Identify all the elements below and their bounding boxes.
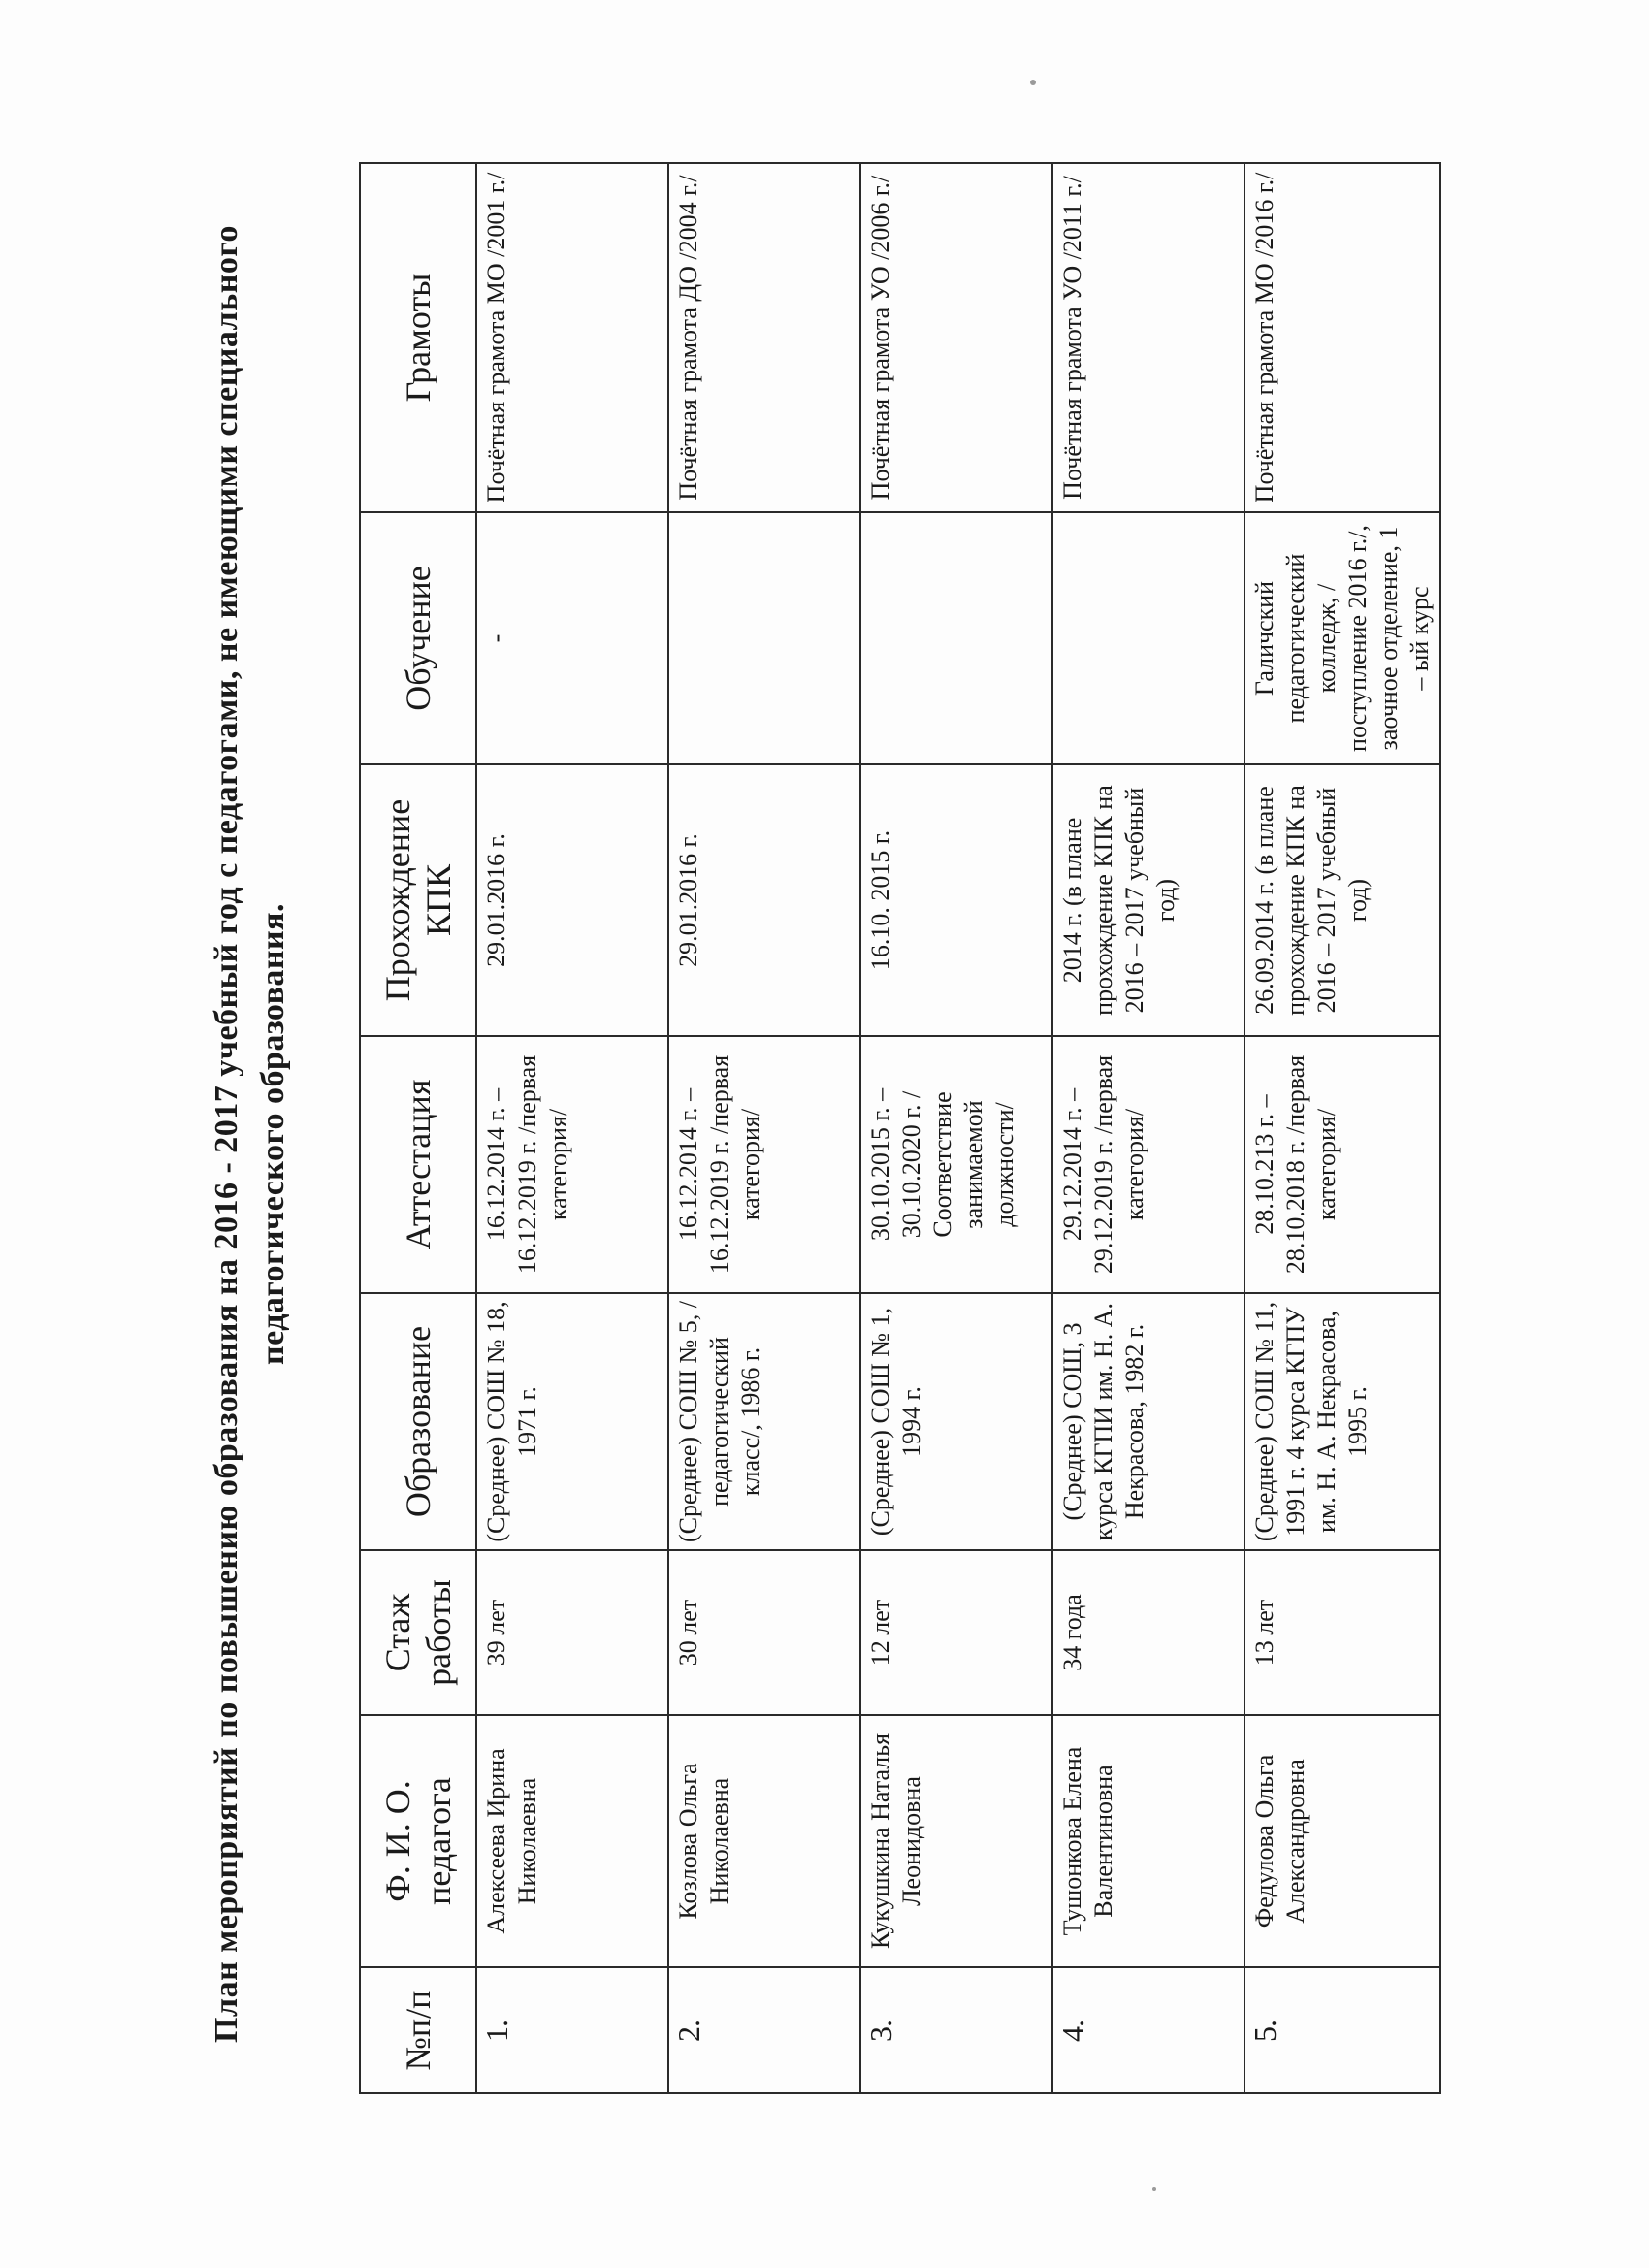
attestation: 28.10.213 г. – 28.10.2018 г. /первая категория/: [1245, 1036, 1440, 1293]
attestation: 29.12.2014 г. – 29.12.2019 г. /первая категория/: [1052, 1036, 1245, 1293]
row-number: 2.: [668, 1967, 860, 2093]
kpk: 26.09.2014 г. (в плане прохождение КПК на 2016 – 2017 учебный год): [1245, 764, 1440, 1036]
education: (Среднее) СОШ № 18, 1971 г.: [476, 1293, 668, 1550]
column-header-education: Образование: [360, 1293, 476, 1550]
teacher-name: Алексеева Ирина Николаевна: [476, 1715, 668, 1967]
education: (Среднее) СОШ № 5, /педагогический класс/, 1986 г.: [668, 1293, 860, 1550]
awards: Почётная грамота МО /2016 г./: [1245, 163, 1440, 512]
column-header-attestation: Аттестация: [360, 1036, 476, 1293]
experience: 30 лет: [668, 1550, 860, 1715]
teacher-name: Федулова Ольга Александровна: [1245, 1715, 1440, 1967]
column-header-name: Ф. И. О. педагога: [360, 1715, 476, 1967]
study: -: [476, 512, 668, 764]
document-title: План мероприятий по повышению образования на 2016 - 2017 учебный год с педагогами, не имеющими специального педагогического образования.: [209, 225, 291, 2043]
attestation: 16.12.2014 г. – 16.12.2019 г. /первая категория/: [668, 1036, 860, 1293]
column-header-experience: Стаж работы: [360, 1550, 476, 1715]
experience: 39 лет: [476, 1550, 668, 1715]
awards: Почётная грамота ДО /2004 г./: [668, 163, 860, 512]
column-header-awards: Грамоты: [360, 163, 476, 512]
study: Галичский педагогический колледж, /поступление 2016 г./, заочное отделение, 1 – ый курс: [1245, 512, 1440, 764]
attestation: 16.12.2014 г. – 16.12.2019 г. /первая категория/: [476, 1036, 668, 1293]
education: (Среднее) СОШ № 1, 1994 г.: [860, 1293, 1052, 1550]
awards: Почётная грамота МО /2001 г./: [476, 163, 668, 512]
attestation: 30.10.2015 г. – 30.10.2020 г. /Соответствие занимаемой должности/: [860, 1036, 1052, 1293]
experience: 12 лет: [860, 1550, 1052, 1715]
education: (Среднее) СОШ, 3 курса КГПИ им. Н. А. Некрасова, 1982 г.: [1052, 1293, 1245, 1550]
teacher-name: Тушонкова Елена Валентиновна: [1052, 1715, 1245, 1967]
table-row: [668, 163, 860, 2093]
kpk: 29.01.2016 г.: [668, 764, 860, 1036]
column-header-number: №п/п: [360, 1967, 476, 2093]
study: [860, 512, 1052, 764]
row-number: 3.: [860, 1967, 1052, 2093]
kpk: 16.10. 2015 г.: [860, 764, 1052, 1036]
row-number: 4.: [1052, 1967, 1245, 2093]
teacher-name: Козлова Ольга Николаевна: [668, 1715, 860, 1967]
awards: Почётная грамота УО /2011 г./: [1052, 163, 1245, 512]
column-header-study: Обучение: [360, 512, 476, 764]
table-header-row: [360, 163, 476, 2093]
awards: Почётная грамота УО /2006 г./: [860, 163, 1052, 512]
kpk: 2014 г. (в плане прохождение КПК на 2016 – 2017 учебный год): [1052, 764, 1245, 1036]
rotated-sheet: [97, 67, 1552, 2201]
row-number: 5.: [1245, 1967, 1440, 2093]
kpk: 29.01.2016 г.: [476, 764, 668, 1036]
column-header-kpk: Прохождение КПК: [360, 764, 476, 1036]
experience: 34 года: [1052, 1550, 1245, 1715]
teacher-name: Кукушкина Наталья Леонидовна: [860, 1715, 1052, 1967]
study: [1052, 512, 1245, 764]
table-row: [860, 163, 1052, 2093]
table-row: [1052, 163, 1245, 2093]
experience: 13 лет: [1245, 1550, 1440, 1715]
study: [668, 512, 860, 764]
table-row: [1245, 163, 1440, 2093]
row-number: 1.: [476, 1967, 668, 2093]
table-row: [476, 163, 668, 2093]
education: (Среднее) СОШ № 11, 1991 г. 4 курса КГПУ им. Н. А. Некрасова, 1995 г.: [1245, 1293, 1440, 1550]
plan-table: [359, 162, 1441, 2094]
